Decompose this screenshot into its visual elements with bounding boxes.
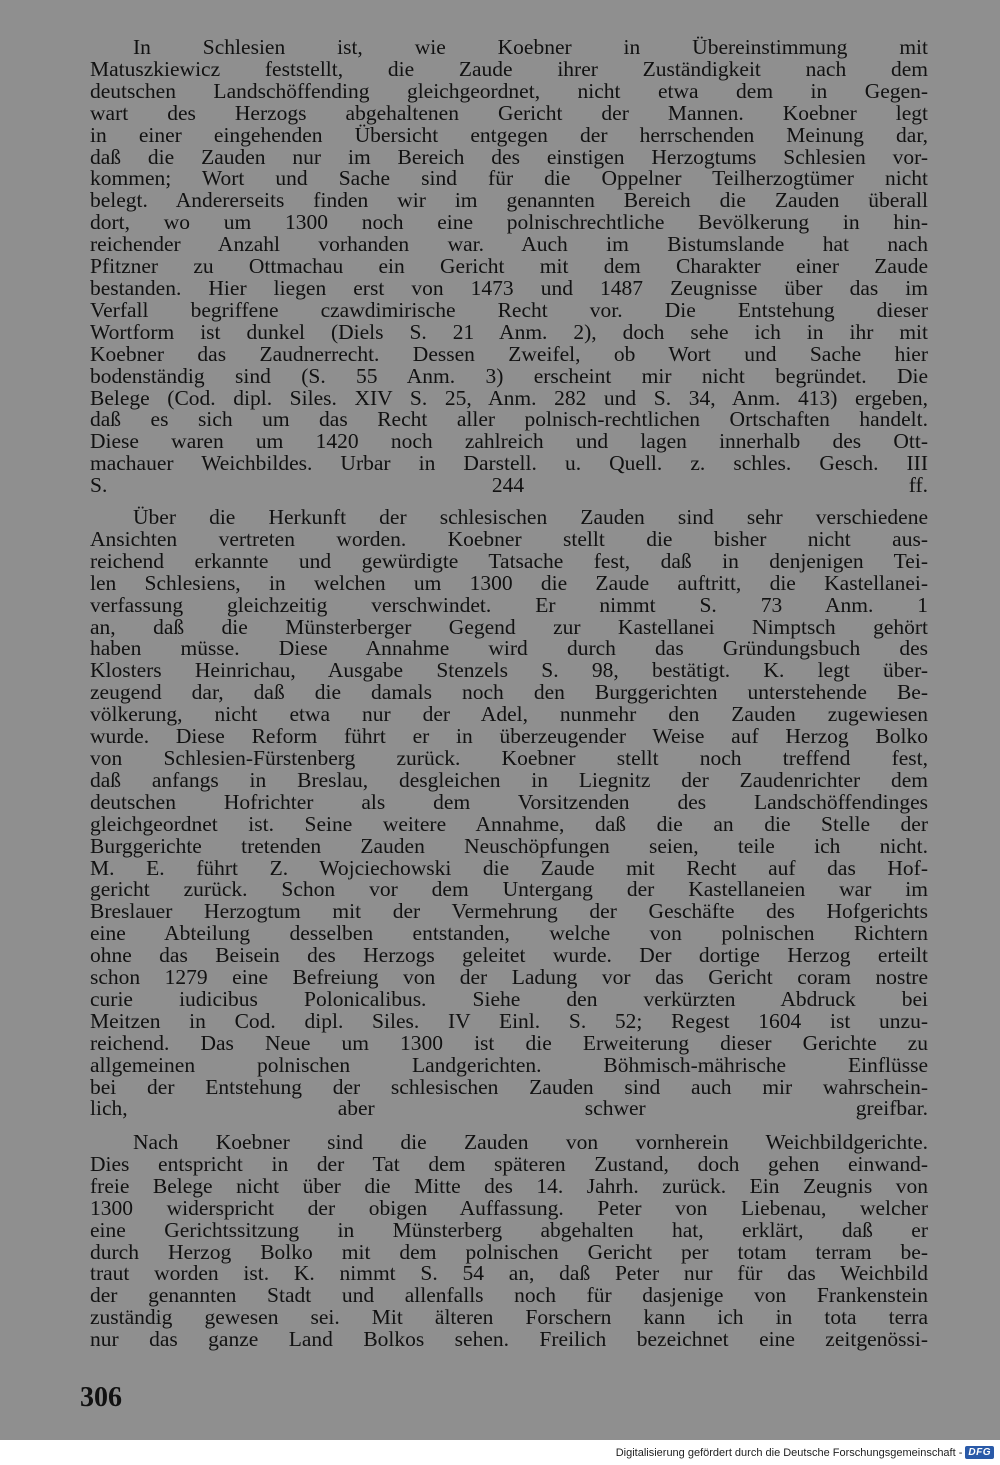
text-line: M. E. führt Z. Wojciechowski die Zaude mit Recht auf das Hof- — [90, 855, 928, 880]
text-line: nur das ganze Land Bolkos sehen. Freilich bezeichnet eine zeitgenössi- — [90, 1327, 928, 1352]
text-line: wart des Herzogs abgehaltenen Gericht der Mannen. Koebner legt — [90, 100, 928, 125]
page-number: 306 — [80, 1382, 122, 1413]
text-line: der genannten Stadt und allenfalls noch für dasjenige von Frankenstein — [90, 1283, 928, 1308]
text-line: allgemeinen polnischen Landgerichten. Böhmisch-mährische Einflüsse — [90, 1052, 928, 1077]
text-line: Klosters Heinrichau, Ausgabe Stenzels S. 98, bestätigt. K. legt über- — [90, 658, 928, 683]
paragraph — [90, 37, 928, 497]
text-line: Matuszkiewicz feststellt, die Zaude ihrer Zuständigkeit nach dem — [90, 56, 928, 81]
text-line: eine Abteilung desselben entstanden, welche von polnischen Richtern — [90, 921, 928, 946]
text-line: zuständig gewesen sei. Mit älteren Forschern kann ich in tota terra — [90, 1305, 928, 1330]
footer-credit — [616, 1446, 994, 1459]
text-line: reichend. Das Neue um 1300 ist die Erweiterung dieser Gerichte zu — [90, 1030, 928, 1055]
text-line: daß es sich um das Recht aller polnisch-rechtlichen Ortschaften handelt. — [90, 407, 928, 432]
text-line: Burggerichte tretenden Zauden Neuschöpfungen seien, teile ich nicht. — [90, 833, 928, 858]
text-line: reichend erkannte und gewürdigte Tatsache fest, daß in denjenigen Tei- — [90, 548, 928, 573]
text-line: Diese waren um 1420 noch zahlreich und lagen innerhalb des Ott- — [90, 429, 928, 454]
text-line: traut worden ist. K. nimmt S. 54 an, daß Peter nur für das Weichbild — [90, 1261, 928, 1286]
text-line: Koebner das Zaudnerrecht. Dessen Zweifel, ob Wort und Sache hier — [90, 341, 928, 366]
text-line: machauer Weichbildes. Urbar in Darstell. u. Quell. z. schles. Gesch. III — [90, 451, 928, 476]
text-line: bodenständig sind (S. 55 Anm. 3) erscheint mir nicht begründet. Die — [90, 363, 928, 388]
text-line: belegt. Andererseits finden wir im genannten Bereich die Zauden überall — [90, 188, 928, 213]
text-line: von Schlesien-Fürstenberg zurück. Koebner stellt noch treffend fest, — [90, 745, 928, 770]
text-line: völkerung, nicht etwa nur der Adel, nunmehr den Zauden zugewiesen — [90, 702, 928, 727]
text-line: Belege (Cod. dipl. Siles. XIV S. 25, Anm. 282 und S. 34, Anm. 413) ergeben, — [90, 385, 928, 410]
text-line: Wortform ist dunkel (Diels S. 21 Anm. 2), doch sehe ich in ihr mit — [90, 319, 928, 344]
text-line: S. 244 ff. — [90, 473, 928, 498]
dfg-logo: DFG — [965, 1446, 994, 1459]
footer-text: Digitalisierung gefördert durch die Deutsche Forschungsgemeinschaft - — [615, 1446, 963, 1459]
text-line: deutschen Landschöffending gleichgeordnet, nicht etwa dem in Gegen- — [90, 78, 928, 103]
text-line: verfassung gleichzeitig verschwindet. Er nimmt S. 73 Anm. 1 — [90, 592, 928, 617]
text-line: daß anfangs in Breslau, desgleichen in Liegnitz der Zaudenrichter dem — [90, 767, 928, 792]
text-line: gericht zurück. Schon vor dem Untergang der Kastellaneien war im — [90, 877, 928, 902]
text-line: haben müsse. Diese Annahme wird durch das Gründungsbuch des — [90, 636, 928, 661]
text-line: Meitzen in Cod. dipl. Siles. IV Einl. S. 52; Regest 1604 ist unzu- — [90, 1008, 928, 1033]
text-line: In Schlesien ist, wie Koebner in Übereinstimmung mit — [90, 35, 928, 59]
text-line: durch Herzog Bolko mit dem polnischen Gericht per totam terram be- — [90, 1239, 928, 1264]
text-line: bestanden. Hier liegen erst von 1473 und 1487 Zeugnisse über das im — [90, 275, 928, 300]
text-line: zeugend dar, daß die damals noch den Burggerichten unterstehende Be- — [90, 680, 928, 705]
text-line: daß die Zauden nur im Bereich des einstigen Herzogtums Schlesien vor- — [90, 144, 928, 169]
text-line: gleichgeordnet ist. Seine weitere Annahme, daß die an die Stelle der — [90, 811, 928, 836]
text-line: wurde. Diese Reform führt er in überzeugender Weise auf Herzog Bolko — [90, 724, 928, 749]
text-line: Über die Herkunft der schlesischen Zauden sind sehr verschiedene — [90, 505, 928, 529]
text-line: reichender Anzahl vorhanden war. Auch im Bistumslande hat nach — [90, 232, 928, 257]
text-line: 1300 widerspricht der obigen Auffassung. Peter von Liebenau, welcher — [90, 1195, 928, 1220]
text-line: Ansichten vertreten worden. Koebner stellt die bisher nicht aus- — [90, 526, 928, 551]
text-line: curie iudicibus Polonicalibus. Siehe den verkürzten Abdruck bei — [90, 986, 928, 1011]
text-line: Breslauer Herzogtum mit der Vermehrung der Geschäfte des Hofgerichts — [90, 899, 928, 924]
text-line: kommen; Wort und Sache sind für die Oppelner Teilherzogtümer nicht — [90, 166, 928, 191]
text-line: eine Gerichtssitzung in Münsterberg abgehalten hat, erklärt, daß er — [90, 1217, 928, 1242]
text-line: lich, aber schwer greifbar. — [90, 1096, 928, 1121]
text-line: freie Belege nicht über die Mitte des 14. Jahrh. zurück. Ein Zeugnis von — [90, 1173, 928, 1198]
text-line: schon 1279 eine Befreiung von der Ladung vor das Gericht coram nostre — [90, 965, 928, 990]
text-line: Verfall begriffene czawdimirische Recht vor. Die Entstehung dieser — [90, 297, 928, 322]
text-line: an, daß die Münsterberger Gegend zur Kastellanei Nimptsch gehört — [90, 614, 928, 639]
text-line: Pfitzner zu Ottmachau ein Gericht mit dem Charakter einer Zaude — [90, 254, 928, 279]
text-line: dort, wo um 1300 noch eine polnischrechtliche Bevölkerung in hin- — [90, 210, 928, 235]
text-line: Dies entspricht in der Tat dem späteren Zustand, doch gehen einwand- — [90, 1151, 928, 1176]
paragraph — [90, 1132, 928, 1351]
text-line: len Schlesiens, in welchen um 1300 die Zaude auftritt, die Kastellanei- — [90, 570, 928, 595]
text-line: ohne das Beisein des Herzogs geleitet wurde. Der dortige Herzog erteilt — [90, 943, 928, 968]
text-line: Nach Koebner sind die Zauden von vornherein Weichbildgerichte. — [90, 1130, 928, 1154]
text-line: deutschen Hofrichter als dem Vorsitzenden des Landschöffendinges — [90, 789, 928, 814]
text-line: in einer eingehenden Übersicht entgegen der herrschenden Meinung dar, — [90, 122, 928, 147]
paragraph — [90, 507, 928, 1120]
text-line: bei der Entstehung der schlesischen Zauden sind auch mir wahrschein- — [90, 1074, 928, 1099]
